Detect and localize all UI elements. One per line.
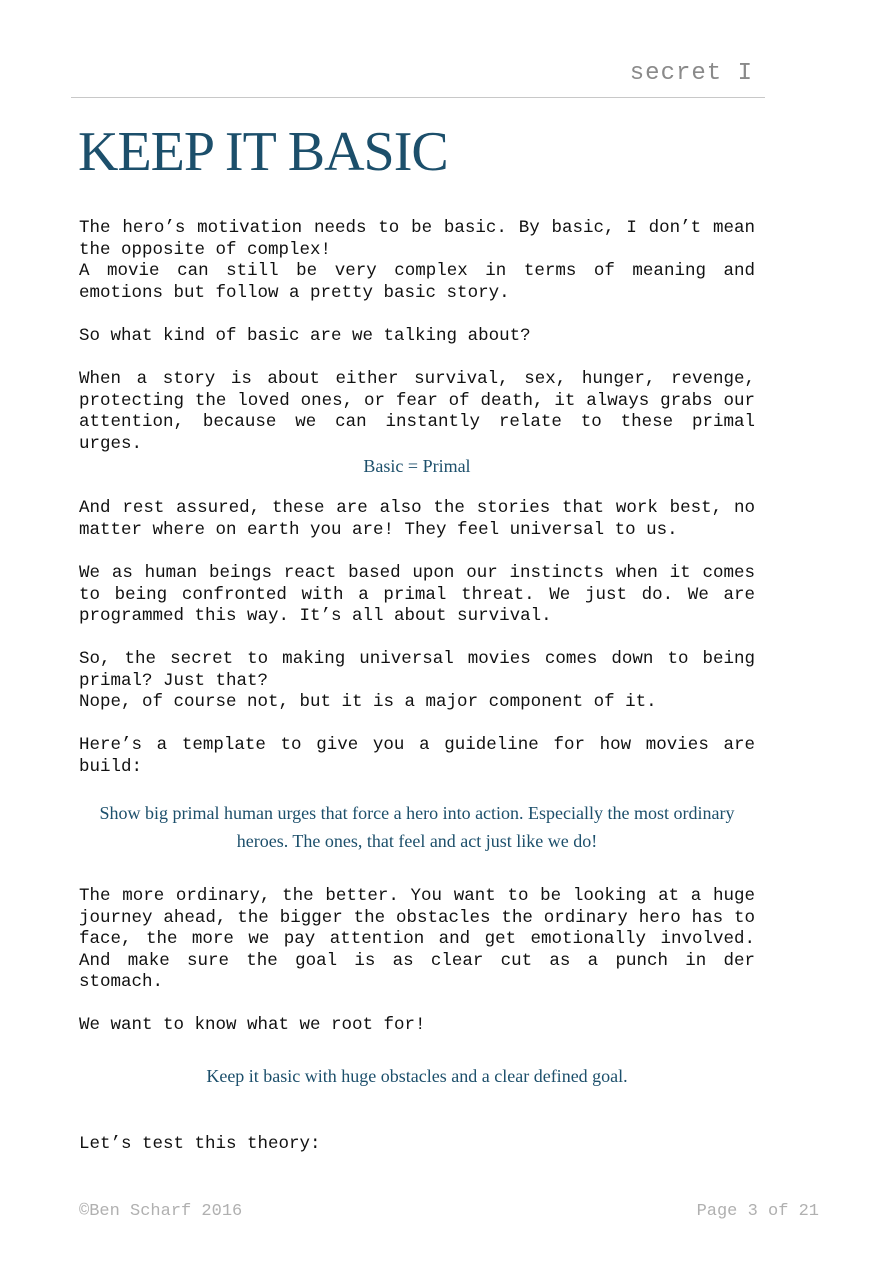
paragraph-template-intro	[79, 735, 755, 778]
paragraph-intro-line-1: The hero’s motivation needs to be basic. By basic, I don’t mean the opposite of complex!	[79, 218, 755, 260]
paragraph-ordinary	[79, 886, 755, 994]
header-divider	[71, 97, 765, 98]
paragraph-intro-line-2: A movie can still be very complex in terms of meaning and emotions but follow a pretty basic story.	[79, 261, 755, 303]
page-title: KEEP IT BASIC	[78, 121, 448, 183]
paragraph-root-for	[79, 1015, 755, 1037]
paragraph-test-theory-text: Let’s test this theory:	[79, 1134, 321, 1154]
footer-copyright: ©Ben Scharf 2016	[79, 1202, 243, 1221]
paragraph-secret-line-1: So, the secret to making universal movies comes down to being primal? Just that?	[79, 649, 755, 691]
footer-page-number: Page 3 of 21	[696, 1202, 819, 1221]
paragraph-ordinary-text: The more ordinary, the better. You want to be looking at a huge journey ahead, the bigger the obstacles the ordinary hero has to face, the more we pay attention and get emotionally involved. And make sure the goal is as clear cut as a punch in der stomach.	[79, 886, 755, 993]
paragraph-question-text: So what kind of basic are we talking about?	[79, 326, 531, 346]
header-section-label: secret I	[629, 60, 753, 87]
paragraph-secret	[79, 649, 755, 714]
paragraph-primal-urges-text: When a story is about either survival, sex, hunger, revenge, protecting the loved ones, or fear of death, it always grabs our attention, because we can instantly relate to these primal urges.	[79, 369, 755, 454]
paragraph-question	[79, 326, 755, 348]
paragraph-test-theory	[79, 1134, 755, 1156]
paragraph-instincts	[79, 563, 755, 628]
paragraph-primal-urges	[79, 369, 755, 455]
paragraph-template-intro-text: Here’s a template to give you a guideline for how movies are build:	[79, 735, 755, 777]
paragraph-instincts-text: We as human beings react based upon our instincts when it comes to being confronted with a primal threat. We just do. We are programmed this way. It’s all about survival.	[79, 563, 755, 627]
paragraph-root-for-text: We want to know what we root for!	[79, 1015, 426, 1035]
paragraph-intro	[79, 218, 755, 304]
callout-template: Show big primal human urges that force a hero into action. Especially the most ordinary heroes. The ones, that feel and act just like we do!	[99, 803, 735, 851]
paragraph-secret-line-2: Nope, of course not, but it is a major component of it.	[79, 692, 657, 713]
paragraph-universal-text: And rest assured, these are also the stories that work best, no matter where on earth you are! They feel universal to us.	[79, 498, 755, 540]
callout-keep-basic: Keep it basic with huge obstacles and a clear defined goal.	[206, 1066, 628, 1086]
callout-basic-primal: Basic = Primal	[363, 456, 471, 476]
paragraph-universal	[79, 498, 755, 541]
